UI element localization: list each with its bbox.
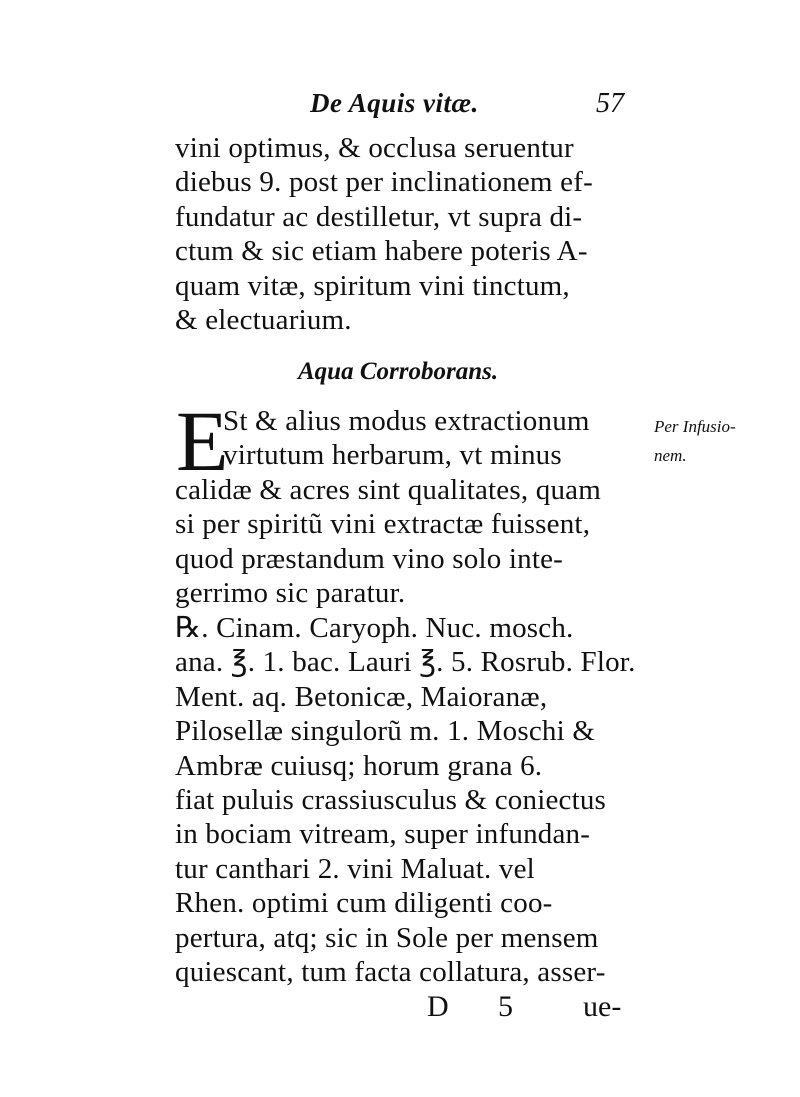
- recipe-line: Rhen. optimi cum diligenti coo-: [175, 887, 553, 920]
- text-line: diebus 9. post per inclinationem ef-: [175, 166, 593, 199]
- recipe-line: in bociam vitream, super infundan-: [175, 818, 591, 851]
- text-line: virtutum herbarum, vt minus: [223, 439, 562, 472]
- drop-cap: E: [176, 393, 229, 489]
- recipe-line: fiat puluis crassiusculus & coniectus: [175, 783, 607, 816]
- recipe-line: ana. ℥. 1. bac. Lauri ℥. 5. Rosrub. Flor.: [175, 646, 636, 679]
- signature-number: 5: [498, 990, 513, 1023]
- text-line: quam vitæ, spiritum vini tinctum,: [175, 269, 570, 302]
- page-number: 57: [596, 88, 624, 119]
- section-paragraph: [175, 393, 645, 610]
- margin-note: [654, 412, 736, 470]
- text-line: ctum & sic etiam habere poteris A-: [175, 235, 588, 268]
- margin-note-line: Per Infusio-: [654, 417, 736, 436]
- text-line: quod præstandum vino solo inte-: [175, 542, 564, 575]
- recipe-line: Ambræ cuiusq; horum grana 6.: [175, 749, 543, 782]
- text-line: & electuarium.: [175, 303, 352, 336]
- running-title: De Aquis vitæ.: [310, 88, 479, 118]
- recipe-line: Pilosellæ singulorũ m. 1. Moschi &: [175, 715, 596, 748]
- text-line: gerrimo sic paratur.: [175, 576, 406, 609]
- paragraph-continued: [175, 131, 645, 337]
- recipe-line: Ment. aq. Betonicæ, Maioranæ,: [175, 680, 548, 713]
- signature-mark: D: [427, 990, 449, 1023]
- text-line: St & alius modus extractionum: [223, 405, 590, 437]
- recipe-paragraph: [175, 611, 645, 989]
- text-line: vini optimus, & occlusa seruentur: [175, 132, 574, 164]
- margin-note-line: nem.: [654, 446, 687, 465]
- recipe-line: quiescant, tum facta collatura, asser-: [175, 955, 606, 988]
- recipe-line: tur canthari 2. vini Maluat. vel: [175, 852, 535, 885]
- text-line: si per spiritũ vini extractæ fuissent,: [175, 508, 591, 541]
- recipe-line: pertura, atq; sic in Sole per mensem: [175, 921, 599, 954]
- catchword: ue-: [583, 990, 622, 1023]
- text-line: fundatur ac destilletur, vt supra di-: [175, 200, 583, 233]
- section-heading: Aqua Corroborans.: [298, 358, 499, 385]
- text-line: calidæ & acres sint qualitates, quam: [175, 473, 601, 506]
- recipe-line: ℞. Cinam. Caryoph. Nuc. mosch.: [175, 612, 574, 644]
